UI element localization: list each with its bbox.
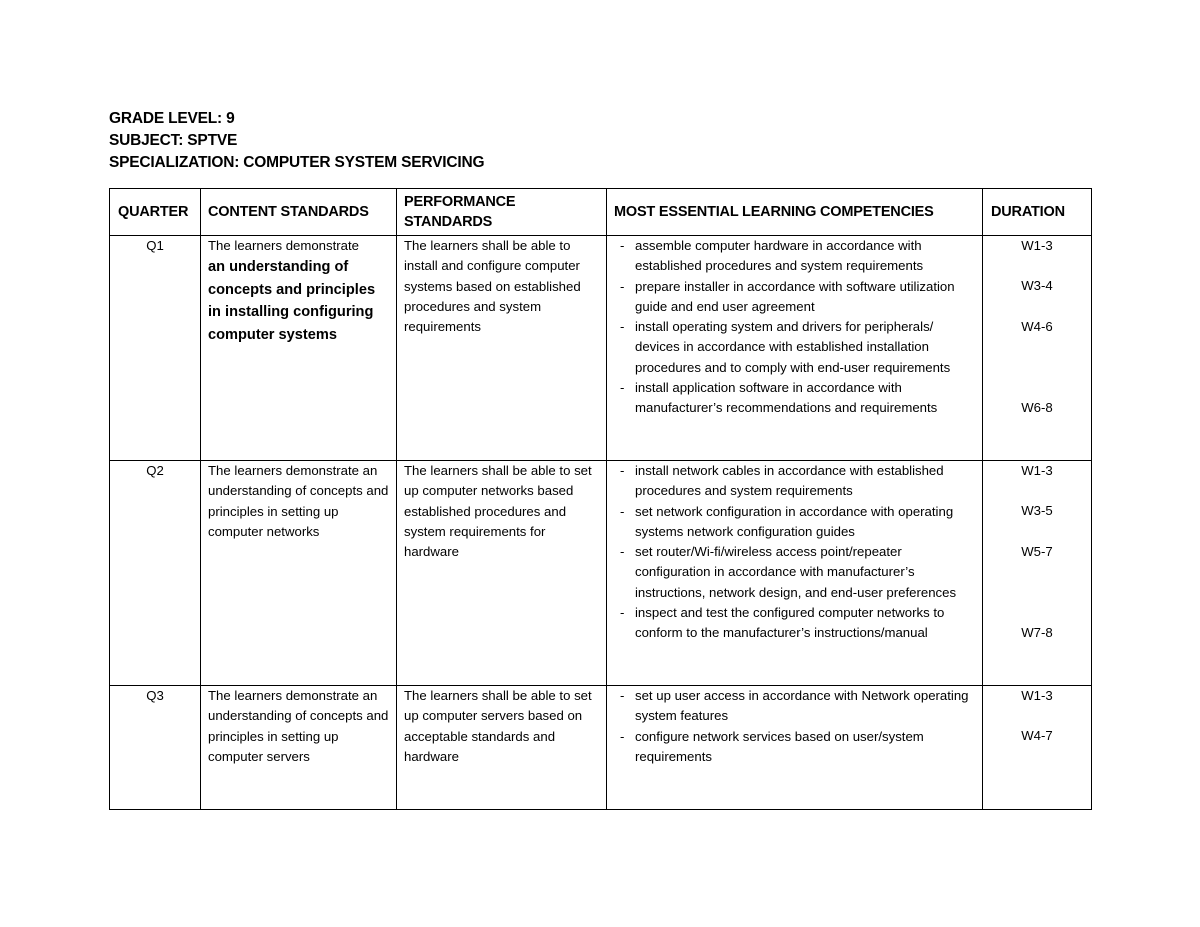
table-row (110, 236, 1092, 461)
column-header-quarter: QUARTER (110, 189, 201, 236)
performance-standards-cell: The learners shall be able to set up computer servers based on acceptable standards and hardware (397, 686, 607, 810)
list-item: - inspect and test the configured computer networks to conform to the manufacturer’s instructions/manual (619, 603, 978, 644)
content-standards-cell: The learners demonstrate an understanding of concepts and principles in setting up computer servers (201, 686, 397, 810)
performance-standards-cell: The learners shall be able to set up computer networks based established procedures and system requirements for hardware (397, 461, 607, 686)
quarter-cell: Q3 (110, 686, 201, 810)
list-item: - install application software in accordance with manufacturer’s recommendations and requirements (619, 378, 978, 419)
duration-cell: W1-3 W3-4 W4-6 W6-8 (983, 236, 1092, 461)
table-row (110, 461, 1092, 686)
competencies-cell (607, 686, 983, 810)
list-item: - install network cables in accordance with established procedures and system requirements (619, 461, 978, 502)
column-header-competencies: MOST ESSENTIAL LEARNING COMPETENCIES (607, 189, 983, 236)
table-row (110, 686, 1092, 810)
list-item: - prepare installer in accordance with software utilization guide and end user agreement (619, 277, 978, 318)
document-header (109, 108, 484, 174)
performance-standards-cell: The learners shall be able to install and configure computer systems based on established procedures and system requirements (397, 236, 607, 461)
column-header-duration: DURATION (983, 189, 1092, 236)
subject-heading: SUBJECT: SPTVE (109, 132, 238, 149)
list-item: - set up user access in accordance with Network operating system features (619, 686, 978, 727)
list-item: - assemble computer hardware in accordance with established procedures and system requirements (619, 236, 978, 277)
curriculum-table (109, 188, 1092, 810)
duration-cell: W1-3 W4-7 (983, 686, 1092, 810)
column-header-performance-standards: PERFORMANCE STANDARDS (397, 189, 607, 236)
competencies-cell (607, 461, 983, 686)
list-item: - install operating system and drivers for peripherals/ devices in accordance with established installation procedures and to comply with end-user requirements (619, 317, 978, 378)
list-item: - set router/Wi-fi/wireless access point/repeater configuration in accordance with manufacturer’s instructions, network design, and end-user preferences (619, 542, 978, 603)
specialization-heading: SPECIALIZATION: COMPUTER SYSTEM SERVICING (109, 154, 485, 171)
content-standards-cell: The learners demonstrate an understanding of concepts and principles in installing configuring computer systems (201, 236, 397, 461)
content-standards-cell: The learners demonstrate an understanding of concepts and principles in setting up computer networks (201, 461, 397, 686)
quarter-cell: Q2 (110, 461, 201, 686)
list-item: - configure network services based on user/system requirements (619, 727, 978, 768)
quarter-cell: Q1 (110, 236, 201, 461)
grade-level-heading: GRADE LEVEL: 9 (109, 110, 235, 127)
column-header-content-standards: CONTENT STANDARDS (201, 189, 397, 236)
duration-cell: W1-3 W3-5 W5-7 W7-8 (983, 461, 1092, 686)
competencies-cell (607, 236, 983, 461)
table-header-row (110, 189, 1092, 236)
list-item: - set network configuration in accordance with operating systems network configuration guides (619, 502, 978, 543)
